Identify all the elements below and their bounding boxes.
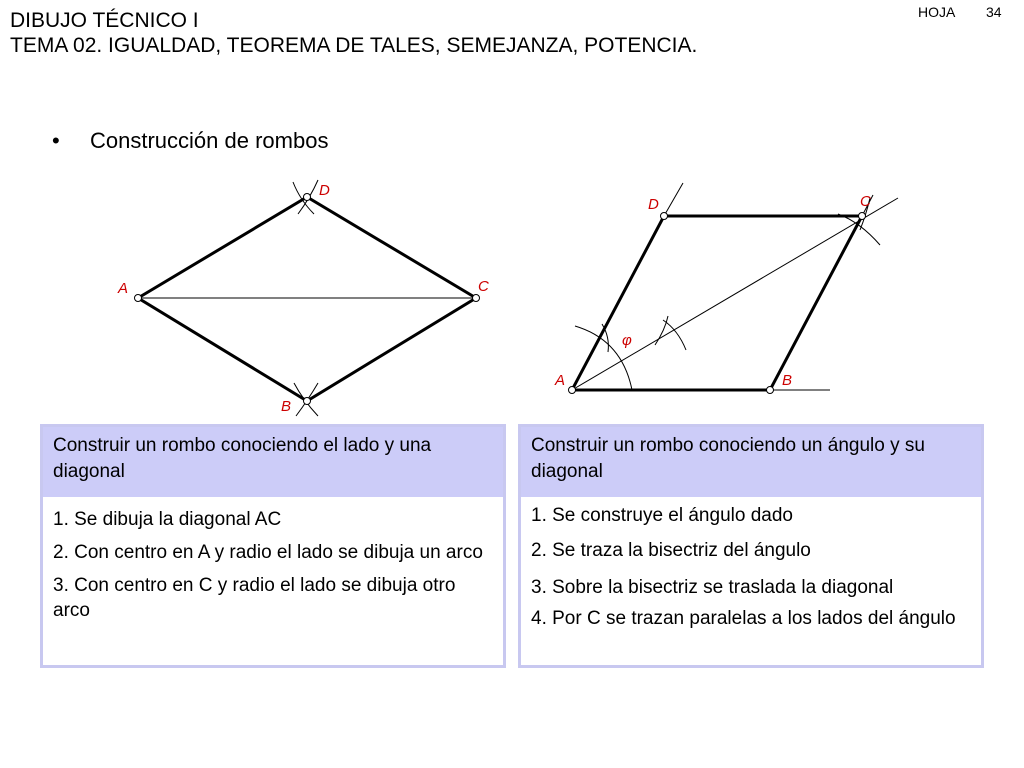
label-a: A xyxy=(118,280,129,297)
side-ad-extension xyxy=(664,183,683,216)
label-d-right: D xyxy=(648,196,659,213)
topic-title: TEMA 02. IGUALDAD, TEOREMA DE TALES, SEMEJANZA, POTENCIA. xyxy=(10,34,698,57)
step-item: 3. Con centro en C y radio el lado se dibuja otro arco xyxy=(53,575,456,621)
bullet-symbol: • xyxy=(52,128,60,153)
label-b: B xyxy=(281,398,292,415)
point-d-right xyxy=(661,213,668,220)
step-item: 1. Se construye el ángulo dado xyxy=(531,505,793,526)
point-c xyxy=(473,295,480,302)
label-c-right: C xyxy=(860,193,871,210)
point-d xyxy=(304,194,311,201)
section-heading: Construcción de rombos xyxy=(90,128,329,153)
step-item: 2. Con centro en A y radio el lado se dibuja un arco xyxy=(53,542,483,563)
bisector-arc-3 xyxy=(655,316,668,345)
instructions-box-left xyxy=(40,424,506,668)
point-a xyxy=(135,295,142,302)
point-c-right xyxy=(859,213,866,220)
label-a-right: A xyxy=(555,372,566,389)
box-left-steps xyxy=(43,497,503,635)
step-item: 3. Sobre la bisectriz se traslada la diagonal xyxy=(531,577,894,598)
instructions-box-right xyxy=(518,424,984,668)
rhombus-outline xyxy=(138,197,476,401)
point-b xyxy=(304,398,311,405)
label-c: C xyxy=(478,278,489,295)
sheet-label: HOJA xyxy=(918,4,956,20)
box-right-steps xyxy=(521,497,981,635)
label-d: D xyxy=(319,182,330,199)
bisector-diagonal xyxy=(572,198,898,390)
label-phi: φ xyxy=(622,332,632,349)
label-b-right: B xyxy=(782,372,793,389)
point-a-right xyxy=(569,387,576,394)
step-item: 1. Se dibuja la diagonal AC xyxy=(53,509,282,530)
right-rhombus xyxy=(554,183,898,394)
point-b-right xyxy=(767,387,774,394)
box-left-title: Construir un rombo conociendo el lado y una diagonal xyxy=(43,427,503,497)
sheet-number: 34 xyxy=(986,4,1002,20)
course-title: DIBUJO TÉCNICO I xyxy=(10,9,199,32)
step-item: 2. Se traza la bisectriz del ángulo xyxy=(531,540,811,561)
step-item: 4. Por C se trazan paralelas a los lados del ángulo xyxy=(531,608,956,629)
box-right-title: Construir un rombo conociendo un ángulo y su diagonal xyxy=(521,427,981,497)
left-rhombus xyxy=(117,180,489,416)
